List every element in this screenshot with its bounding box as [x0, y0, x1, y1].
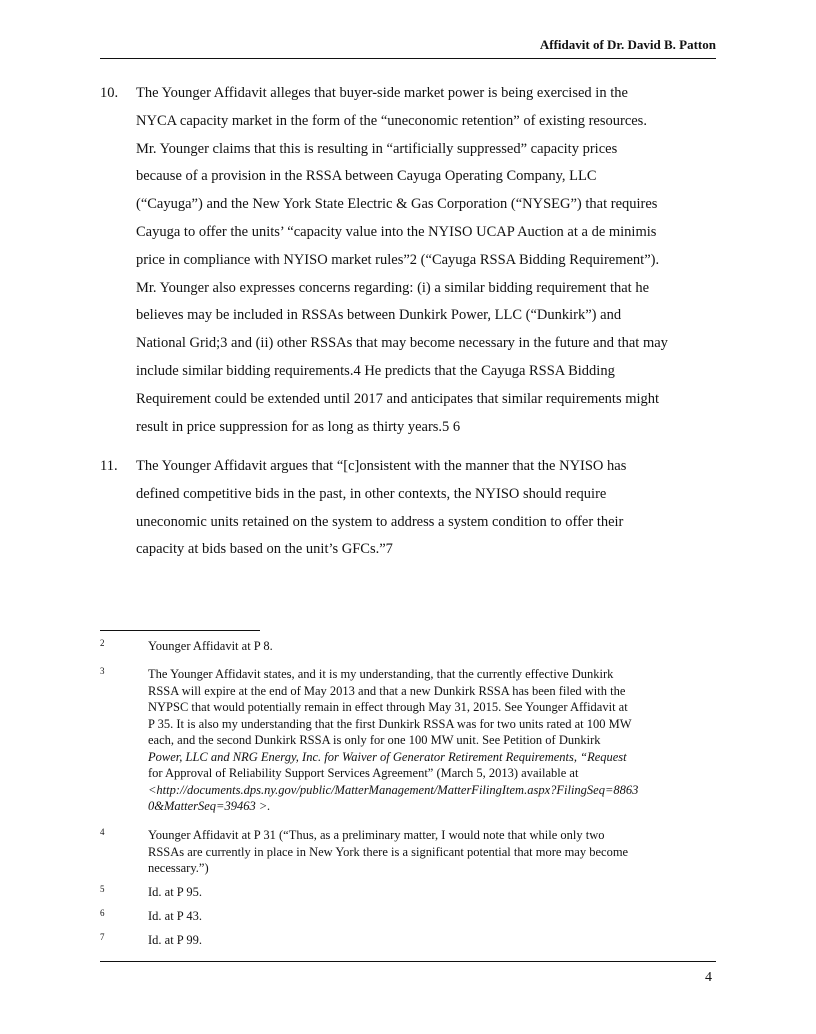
text-line: Mr. Younger claims that this is resulting in “artificially suppressed” capacity prices: [136, 140, 618, 157]
footnote-line: RSSAs are currently in place in New York there is a significant potential that more may become: [148, 844, 629, 859]
text-line: price in compliance with NYISO market rules”2 (“Cayuga RSSA Bidding Requirement”).: [136, 251, 660, 268]
footnote-line: NYPSC that would potentially remain in effect through May 31, 2015. See Younger Affidavit at: [148, 700, 628, 714]
footnote-line: for Approval of Reliability Support Services Agreement” (March 5, 2013) available at: [148, 766, 579, 780]
footnote-3: [100, 666, 720, 815]
page-number: 4: [705, 970, 712, 985]
footnote-line: Younger Affidavit at P 8.: [148, 639, 273, 653]
footnote-mark: 4: [100, 827, 105, 837]
footnote-mark: 6: [100, 908, 105, 918]
text-line: NYCA capacity market in the form of the “uneconomic retention” of existing resources.: [136, 112, 647, 129]
text-line: uneconomic units retained on the system to address a system condition to offer their: [136, 513, 624, 530]
text-line: The Younger Affidavit alleges that buyer-side market power is being exercised in the: [136, 85, 628, 101]
text-line: include similar bidding requirements.4 He predicts that the Cayuga RSSA Bidding: [136, 362, 615, 379]
footnote-2: [100, 638, 720, 655]
text-line: The Younger Affidavit argues that “[c]onsistent with the manner that the NYISO has: [136, 458, 627, 474]
text-line: (“Cayuga”) and the New York State Electric & Gas Corporation (“NYSEG”) that requires: [136, 196, 658, 213]
paragraph-number: 10.: [100, 85, 119, 101]
footnote-line: P 35. It is also my understanding that the first Dunkirk RSSA was for two units rated at 100 MW: [148, 716, 632, 731]
footnote-mark: 5: [100, 884, 105, 894]
footnote-mark: 2: [100, 638, 105, 648]
footer-rule: [100, 961, 716, 962]
footnote-line: Id. at P 99.: [148, 933, 203, 947]
footnote-line: 0&MatterSeq=39463 >.: [148, 799, 271, 813]
footnote-line: RSSA will expire at the end of May 2013 and that a new Dunkirk RSSA has been filed with the: [148, 683, 626, 698]
text-line: National Grid;3 and (ii) other RSSAs that may become necessary in the future and that may: [136, 335, 668, 352]
paragraph-number: 11.: [100, 458, 118, 474]
header-rule: [100, 58, 716, 59]
text-line: Mr. Younger also expresses concerns regarding: (i) a similar bidding requirement that he: [136, 279, 650, 296]
text-line: capacity at bids based on the unit’s GFCs.”7: [136, 541, 393, 558]
footnote-mark: 3: [100, 666, 105, 676]
footnote-separator: [100, 630, 260, 631]
footnote-line: Power, LLC and NRG Energy, Inc. for Waiver of Generator Retirement Requirements, “Request: [148, 749, 627, 764]
running-header: Affidavit of Dr. David B. Patton: [539, 37, 716, 52]
footnote-6: [100, 908, 720, 925]
footnote-7: [100, 932, 720, 949]
footnote-mark: 7: [100, 932, 105, 942]
paragraph-11: [100, 453, 720, 564]
footnote-line: each, and the second Dunkirk RSSA is only for one 100 MW unit. See Petition of Dunkirk: [148, 733, 601, 747]
footnote-line: Id. at P 43.: [148, 909, 203, 923]
paragraph-10: [100, 80, 720, 441]
text-line: Requirement could be extended until 2017 and anticipates that similar requirements might: [136, 390, 660, 407]
footnote-line: Id. at P 95.: [148, 885, 203, 899]
footnote-4: [100, 827, 720, 877]
footnote-line: necessary.”): [148, 861, 209, 875]
footnote-line: Younger Affidavit at P 31 (“Thus, as a preliminary matter, I would note that while only two: [148, 828, 605, 842]
footnote-line: <http://documents.dps.ny.gov/public/MatterManagement/MatterFilingItem.aspx?FilingSeq=8863: [148, 782, 639, 797]
text-line: Cayuga to offer the units’ “capacity value into the NYISO UCAP Auction at a de minimis: [136, 223, 657, 240]
text-line: defined competitive bids in the past, in other contexts, the NYISO should require: [136, 485, 607, 502]
text-line: because of a provision in the RSSA between Cayuga Operating Company, LLC: [136, 168, 597, 185]
footnote-5: [100, 884, 720, 901]
text-line: believes may be included in RSSAs between Dunkirk Power, LLC (“Dunkirk”) and: [136, 307, 622, 324]
footnote-line: The Younger Affidavit states, and it is my understanding, that the currently effective Dunkirk: [148, 667, 614, 681]
text-line: result in price suppression for as long as thirty years.5 6: [136, 418, 461, 435]
